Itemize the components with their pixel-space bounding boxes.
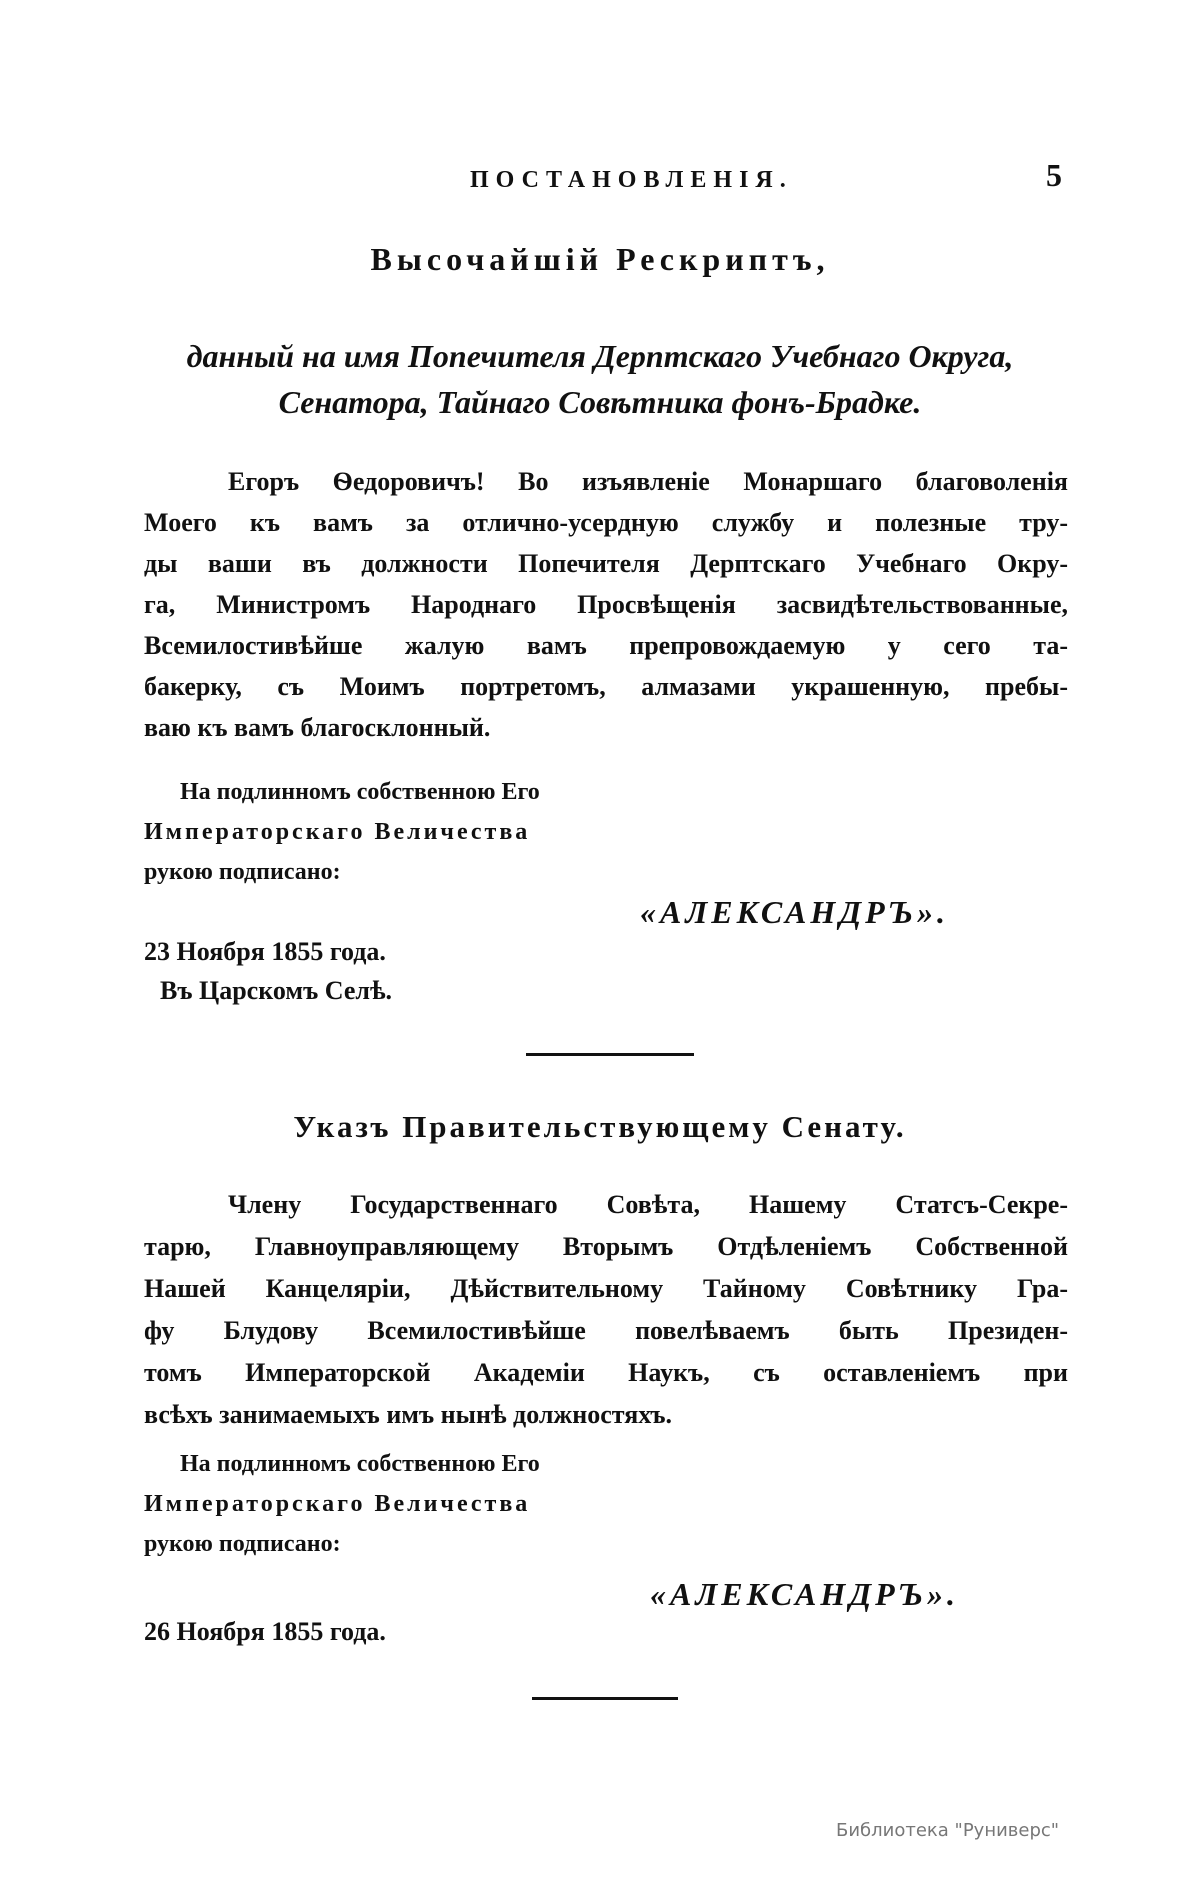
rescript-signature-line: Императорскаго Величества (144, 819, 531, 845)
ukaz-signature-line: Императорскаго Величества (144, 1491, 531, 1517)
ukaz-signature-line: На подлинномъ собственною Его (180, 1451, 540, 1477)
rescript-place: Въ Царскомъ Селѣ. (160, 976, 393, 1005)
rescript-date: 23 Ноября 1855 года. (144, 937, 386, 966)
section-divider (526, 1053, 694, 1056)
section-divider (532, 1697, 678, 1700)
rescript-body-line: Егоръ Ѳедоровичъ! Во изъявленіе Монаршаго благоволенія (228, 467, 1068, 496)
rescript-body-line: га, Министромъ Народнаго Просвѣщенія засвидѣтельствованные, (144, 590, 1068, 619)
ukaz-signature-line: рукою подписано: (144, 1531, 341, 1557)
ukaz-body-line: тарю, Главноуправляющему Вторымъ Отдѣленіемъ Собственной (144, 1232, 1068, 1261)
ukaz-signer: «АЛЕКСАНДРЪ». (650, 1576, 959, 1612)
rescript-signature-line: На подлинномъ собственною Его (180, 779, 540, 805)
ukaz-title: Указъ Правительствующему Сенату. (293, 1109, 907, 1144)
ukaz-body-line: томъ Императорской Академіи Наукъ, съ оставленіемъ при (144, 1358, 1068, 1387)
rescript-subtitle-line: данный на имя Попечителя Дерптскаго Учебнаго Округа, (186, 338, 1014, 374)
ukaz-body-line: Нашей Канцеляріи, Дѣйствительному Тайному Совѣтнику Гра- (144, 1274, 1068, 1303)
ukaz-body-line: фу Блудову Всемилостивѣйше повелѣваемъ быть Президен- (144, 1316, 1068, 1345)
rescript-body-line: Моего къ вамъ за отлично-усердную службу и полезные тру- (144, 508, 1068, 537)
ukaz-body-line: Члену Государственнаго Совѣта, Нашему Статсъ-Секре- (228, 1190, 1068, 1219)
rescript-title: Высочайшій Рескриптъ, (370, 241, 830, 277)
library-watermark: Библиотека "Руниверс" (836, 1820, 1060, 1841)
page-number: 5 (1046, 157, 1062, 193)
rescript-signer: «АЛЕКСАНДРЪ». (640, 894, 949, 930)
rescript-subtitle-line: Сенатора, Тайнаго Совѣтника фонъ-Брадке. (278, 384, 922, 420)
rescript-body-line: ваю къ вамъ благосклонный. (144, 713, 491, 742)
rescript-body-line: бакерку, съ Моимъ портретомъ, алмазами украшенную, пребы- (144, 672, 1068, 701)
rescript-body-line: Всемилостивѣйше жалую вамъ препровождаемую у сего та- (144, 631, 1068, 660)
rescript-body-line: ды ваши въ должности Попечителя Дерптскаго Учебнаго Окру- (144, 549, 1068, 578)
ukaz-body-line: всѣхъ занимаемыхъ имъ нынѣ должностяхъ. (144, 1400, 672, 1429)
ukaz-date: 26 Ноября 1855 года. (144, 1617, 386, 1646)
rescript-signature-line: рукою подписано: (144, 859, 341, 885)
running-title: ПОСТАНОВЛЕНІЯ. (470, 167, 793, 193)
